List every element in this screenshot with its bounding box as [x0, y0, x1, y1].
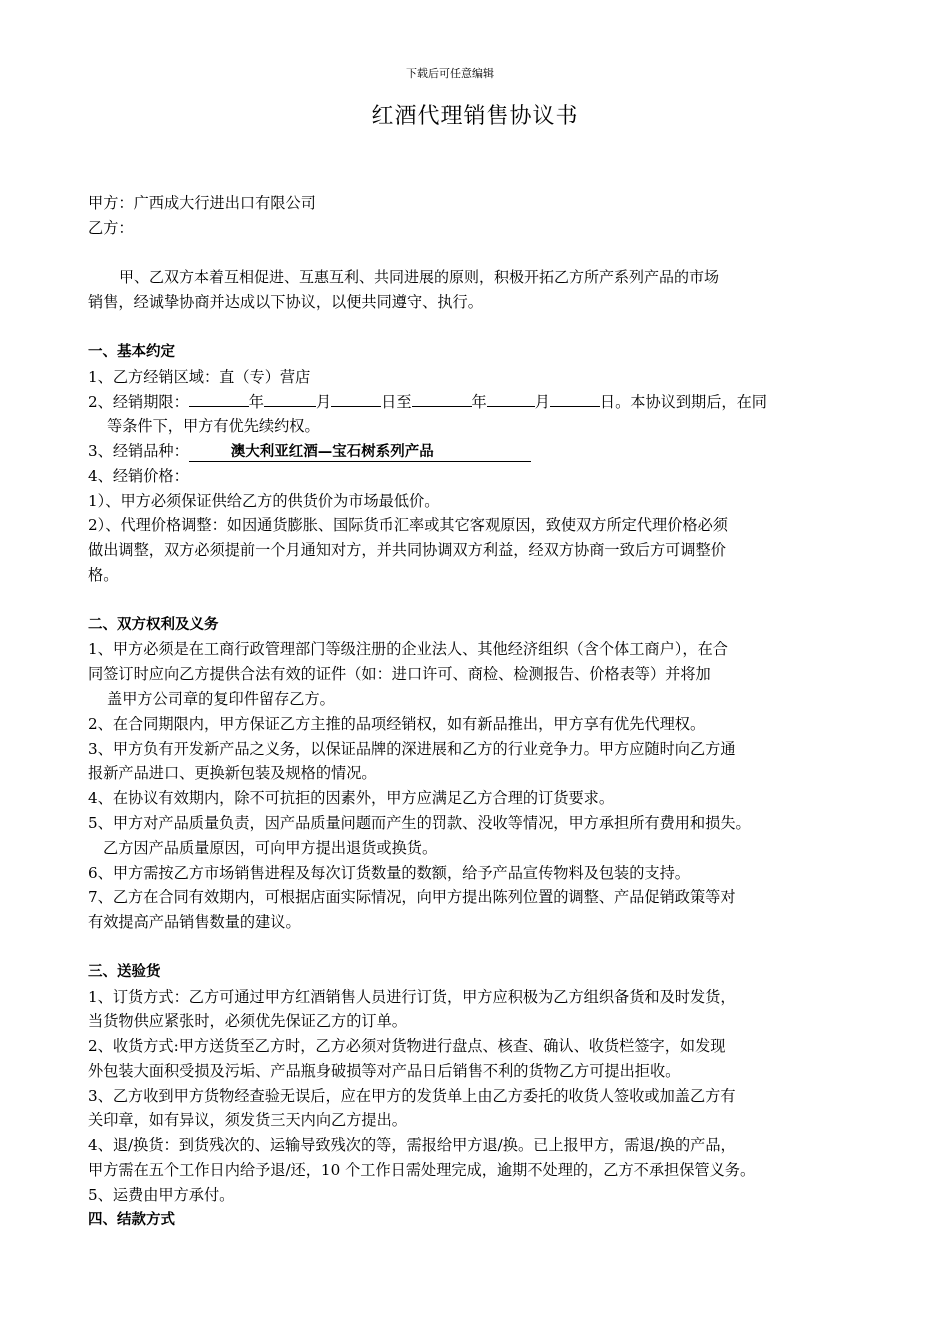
blank-field: [487, 389, 535, 407]
clause-cont: 格。: [88, 565, 119, 584]
blank-field: [550, 389, 600, 407]
clause: 4、在协议有效期内，除不可抗拒的因素外，甲方应满足乙方合理的订货要求。: [88, 789, 615, 808]
clause: 4、经销价格：: [88, 466, 189, 485]
clause-cont: 关印章，如有异议，须发货三天内向乙方提出。: [88, 1111, 407, 1130]
clause: 2、在合同期限内，甲方保证乙方主推的品项经销权，如有新品推出，甲方享有优先代理权。: [88, 714, 706, 733]
clause-cont: 等条件下，甲方有优先续约权。: [107, 417, 320, 436]
clause-cont: 甲方需在五个工作日内给予退/还，10 个工作日需处理完成，逾期不处理的，乙方不承担保管义务。: [88, 1161, 756, 1180]
clause: 2、收货方式:甲方送货至乙方时，乙方必须对货物进行盘点、核查、确认、收货栏签字，如发现: [88, 1037, 726, 1056]
preamble-line: 销售，经诚挚协商并达成以下协议，以便共同遵守、执行。: [88, 293, 483, 312]
clause: 1）、甲方必须保证供给乙方的供货价为市场最低价。: [88, 491, 440, 510]
clause-term: 2、经销期限： 年 月 日至 年 月 日。本协议到期后，在同: [88, 389, 828, 414]
clause: 7、乙方在合同有效期内，可根据店面实际情况，向甲方提出陈列位置的调整、产品促销政策等对: [88, 888, 736, 907]
clause: 5、运费由甲方承付。: [88, 1185, 235, 1204]
section-heading: 一、基本约定: [88, 343, 175, 360]
clause-cont: 报新产品进口、更换新包装及规格的情况。: [88, 764, 377, 783]
party-b: 乙方：: [88, 218, 134, 237]
clause: 5、甲方对产品质量负责，因产品质量问题而产生的罚款、没收等情况，甲方承担所有费用和损失。: [88, 813, 751, 832]
preamble-line: 甲、乙双方本着互相促进、互惠互利、共同进展的原则，积极开拓乙方所产系列产品的市场: [119, 268, 720, 287]
blank-field: [412, 389, 472, 407]
party-a: 甲方：广西成大行进出口有限公司: [88, 194, 316, 212]
clause-cont: 有效提高产品销售数量的建议。: [88, 913, 301, 932]
document-body: [88, 191, 828, 1232]
clause-cont: 同签订时应向乙方提供合法有效的证件（如：进口许可、商检、检测报告、价格表等）并将加: [88, 665, 711, 684]
clause: 4、退/换货：到货残次的、运输导致残次的等，需报给甲方退/换。已上报甲方，需退/换的产品，: [88, 1136, 736, 1155]
clause: 1、乙方经销区域：直（专）营店: [88, 367, 311, 386]
blank-field: [189, 389, 249, 407]
section-heading: 三、送验货: [88, 963, 161, 980]
clause-cont: 盖甲方公司章的复印件留存乙方。: [107, 689, 335, 708]
clause: 1、订货方式：乙方可通过甲方红酒销售人员进行订货，甲方应积极为乙方组织备货和及时发货，: [88, 987, 736, 1006]
clause: 3、乙方收到甲方货物经查验无误后，应在甲方的发货单上由乙方委托的收货人签收或加盖乙方有: [88, 1086, 736, 1105]
clause-cont: 外包装大面积受损及污垢、产品瓶身破损等对产品日后销售不利的货物乙方可提出拒收。: [88, 1061, 681, 1080]
clause-cont: 做出调整，双方必须提前一个月通知对方，并共同协调双方利益，经双方协商一致后方可调整价: [88, 541, 726, 560]
blank-field: [264, 389, 316, 407]
clause-cont: 当货物供应紧张时，必须优先保证乙方的订单。: [88, 1012, 407, 1031]
document-title: 红酒代理销售协议书: [371, 104, 579, 129]
product-name: 澳大利亚红酒—宝石树系列产品: [189, 443, 531, 462]
clause: 3、甲方负有开发新产品之义务，以保证品牌的深进展和乙方的行业竞争力。甲方应随时向乙方通: [88, 739, 736, 758]
blank-field: [331, 389, 381, 407]
section-heading: 四、结款方式: [88, 1211, 175, 1228]
section-heading: 二、双方权利及义务: [88, 616, 219, 633]
clause-product: 3、经销品种： 澳大利亚红酒—宝石树系列产品: [88, 439, 828, 464]
clause: 6、甲方需按乙方市场销售进程及每次订货数量的数额，给予产品宣传物料及包装的支持。: [88, 863, 690, 882]
clause: 2）、代理价格调整：如因通货膨胀、国际货币汇率或其它客观原因，致使双方所定代理价格必须: [88, 516, 728, 535]
clause-cont: 乙方因产品质量原因，可向甲方提出退货或换货。: [103, 838, 438, 857]
clause: 1、甲方必须是在工商行政管理部门等级注册的企业法人、其他经济组织（含个体工商户），在合: [88, 640, 728, 659]
header-note: 下载后可任意编辑: [406, 67, 494, 80]
